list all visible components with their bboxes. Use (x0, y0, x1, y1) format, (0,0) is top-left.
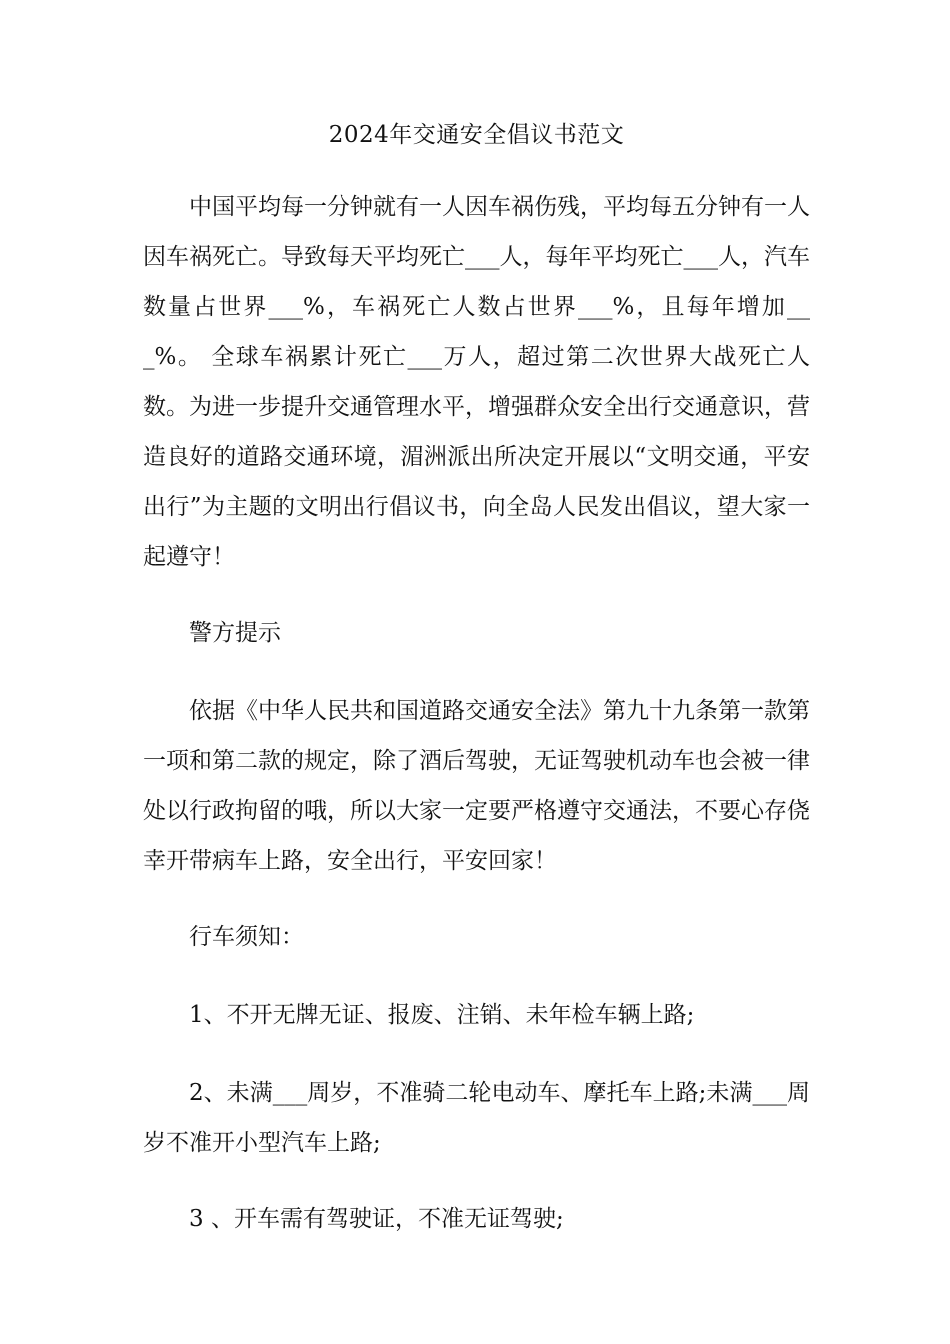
paragraph-police-tip-heading: 警方提示 (189, 620, 281, 646)
document-title: 2024年交通安全倡议书范文 (328, 122, 625, 148)
list-item-rule-2: 2、未满___周岁，不准骑二轮电动车、摩托车上路;未满___周岁不准开小型汽车上路; (143, 1080, 810, 1156)
list-item-rule-1: 1、不开无牌无证、报废、注销、未年检车辆上路; (189, 1002, 695, 1028)
list-item-rule-3: 3 、开车需有驾驶证，不准无证驾驶; (189, 1206, 564, 1232)
paragraph-driving-notice-heading: 行车须知： (189, 924, 304, 950)
paragraph-intro: 中国平均每一分钟就有一人因车祸伤残，平均每五分钟有一人因车祸死亡。导致每天平均死亡___人，每年平均死亡___人，汽车数量占世界___%，车祸死亡人数占世界___%，且每年增加___%。 全球车祸累计死亡___万人，超过第二次世界大战死亡人数。为进一步提升交通管理水平，增强群众安全出行交通意识，营造良好的道路交通环境，湄洲派出所决定开展以“文明交通，平安出行”为主题的文明出行倡议书，向全岛人民发出倡议，望大家一起遵守！ (143, 194, 810, 570)
paragraph-legal-basis: 依据《中华人民共和国道路交通安全法》第九十九条第一款第一项和第二款的规定，除了酒后驾驶，无证驾驶机动车也会被一律处以行政拘留的哦，所以大家一定要严格遵守交通法，不要心存侥幸开带病车上路，安全出行，平安回家！ (143, 698, 810, 874)
